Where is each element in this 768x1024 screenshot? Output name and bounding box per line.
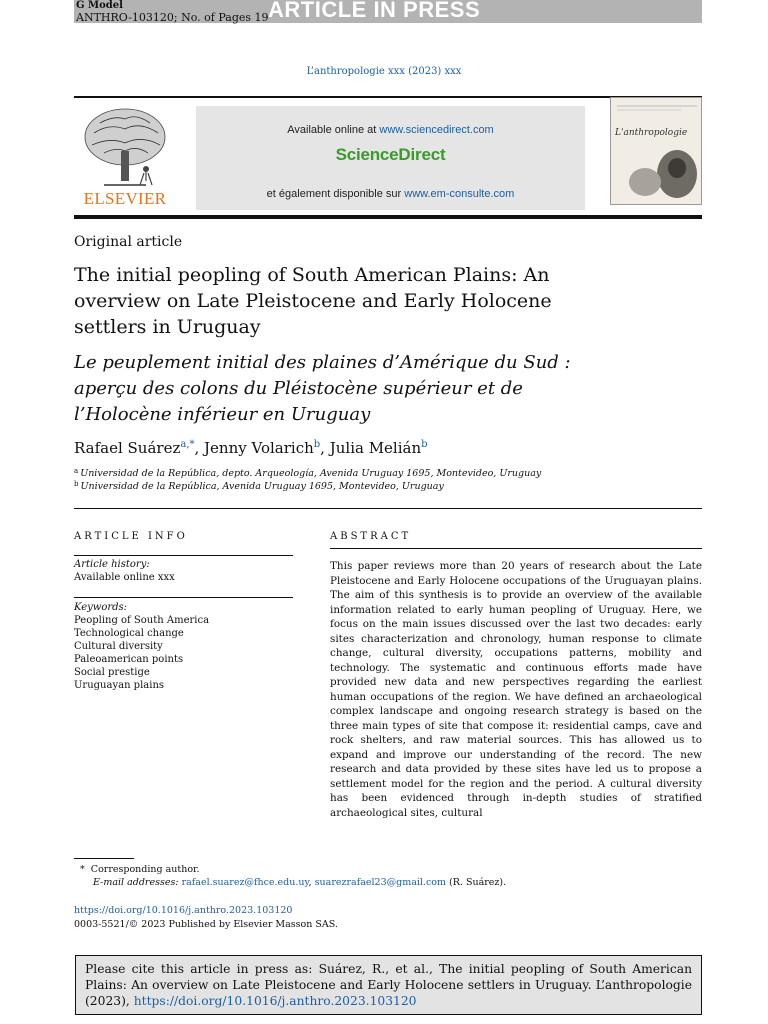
footnote-rule: [74, 858, 134, 859]
journal-cover-thumbnail[interactable]: [610, 97, 702, 205]
footnote-asterisk: *: [80, 864, 85, 875]
email-label: E-mail addresses:: [93, 877, 179, 888]
elsevier-wordmark: ELSEVIER: [83, 189, 167, 208]
author-list: [74, 439, 428, 457]
doi-link[interactable]: https://doi.org/10.1016/j.anthro.2023.103120: [74, 905, 293, 916]
sciencedirect-url-link[interactable]: www.sciencedirect.com: [379, 124, 494, 136]
author-name[interactable]: Jenny Volarich: [204, 439, 314, 457]
affiliation-b: [74, 480, 444, 492]
article-title-english: The initial peopling of South American Plains: An overview on Late Pleistocene and Early Holocene settlers in Uruguay: [74, 264, 552, 338]
article-info-rule: [74, 555, 293, 556]
affiliation-mark: b: [74, 480, 79, 488]
affiliation-mark: a: [74, 467, 79, 475]
keywords-list: [74, 614, 209, 692]
issn-copyright: 0003-5521/© 2023 Published by Elsevier Masson SAS.: [74, 919, 338, 930]
keywords-rule: [74, 597, 293, 598]
abstract-text: This paper reviews more than 20 years of research about the Late Pleistocene and Early Holocene occupations of the Uruguayan plains. The aim of this synthesis is to provide an overview of the available information related to early human peopling of Uruguay. Here, we focus on the main issues discussed over the last two decades: early sites characterization and chronology, human response to climate change, cultural diversity, occupations patterns, mobility and technology. The systematic and continuous efforts made have provided new data and new perspectives regarding the earliest human occupations of the region. We have defined an archaeological complex landscape and ongoing research strategy is based on the three main types of site that compose it: residential camps, cave and rock shelters, and raw material sources. This has allowed us to expand and improve our understanding of the record. The new research and data provided by these sites have led us to propose a settlement model for the region and the period. A cultural diversity has been evidenced through in-depth studies of stratified archaeological sites, cultural: [330, 560, 702, 819]
author-separator: ,: [320, 439, 330, 457]
email-link-1[interactable]: rafael.suarez@fhce.edu.uy: [181, 877, 309, 888]
corresponding-author-text: Corresponding author.: [90, 864, 200, 875]
citation-doi-link[interactable]: https://doi.org/10.1016/j.anthro.2023.103120: [133, 994, 417, 1008]
author-name[interactable]: Julia Melián: [329, 439, 422, 457]
corresponding-author-note: [80, 864, 200, 875]
affiliation-a: [74, 467, 541, 479]
keyword-item: Social prestige: [74, 667, 150, 678]
article-title-french: Le peuplement initial des plaines d’Amérique du Sud : aperçu des colons du Pléistocène supérieur et de l’Holocène inférieur en Uruguay: [74, 352, 571, 425]
g-model-label: G Model: [76, 0, 123, 11]
author-affiliation-mark[interactable]: b: [421, 439, 428, 450]
available-online-line: [196, 124, 585, 136]
author-affiliation-mark[interactable]: b: [313, 439, 321, 450]
article-history-value: Available online xxx: [74, 572, 175, 583]
journal-cover-title: L'anthropologie: [615, 128, 688, 138]
email-separator: ,: [308, 877, 315, 888]
journal-reference[interactable]: L’anthropologie xxx (2023) xxx: [306, 66, 462, 77]
also-available-line: [196, 188, 585, 200]
article-history-label: Article history:: [74, 559, 150, 570]
keyword-item: Technological change: [74, 628, 184, 639]
affiliation-text: Universidad de la República, Avenida Uruguay 1695, Montevideo, Uruguay: [80, 481, 444, 492]
section-divider: [74, 508, 702, 509]
citation-box: [75, 955, 702, 1015]
available-online-prefix: Available online at: [287, 124, 380, 136]
masthead-top-rule: [74, 96, 702, 98]
article-in-press-text: ARTICLE IN PRESS: [268, 0, 481, 22]
keyword-item: Paleoamerican points: [74, 654, 184, 665]
email-link-2[interactable]: suarezrafael23@gmail.com: [314, 877, 447, 888]
article-info-heading: ARTICLE INFO: [74, 531, 188, 542]
keyword-item: Cultural diversity: [74, 641, 163, 652]
em-consulte-url-link[interactable]: www.em-consulte.com: [404, 188, 515, 200]
author-affiliation-mark[interactable]: a,*: [180, 439, 195, 450]
abstract-rule: [330, 548, 702, 549]
email-owner: (R. Suárez).: [446, 877, 507, 888]
manuscript-id: ANTHRO-103120; No. of Pages 19: [76, 11, 269, 24]
author-separator: ,: [194, 439, 205, 457]
sciencedirect-brand-logo[interactable]: ScienceDirect: [335, 145, 446, 164]
keyword-item: Uruguayan plains: [74, 680, 165, 691]
masthead-bottom-rule: [74, 215, 702, 219]
keywords-label: Keywords:: [74, 602, 128, 613]
affiliation-text: Universidad de la República, depto. Arqueología, Avenida Uruguay 1695, Montevideo, Uruguay: [80, 468, 542, 479]
abstract-heading: ABSTRACT: [330, 531, 412, 542]
citation-text: Please cite this article in press as: Suárez, R., et al., The initial peopling of South American Plains: An overview on Late Pleistocene and Early Holocene settlers in Uruguay. L’anthropologie (2023),: [85, 962, 692, 1008]
journal-cover-art-icon: [611, 98, 702, 205]
keyword-item: Peopling of South America: [74, 615, 210, 626]
author-name[interactable]: Rafael Suárez: [74, 439, 181, 457]
email-addresses-line: [93, 877, 506, 888]
also-available-prefix: et également disponible sur: [266, 188, 405, 200]
article-type: Original article: [74, 234, 183, 250]
